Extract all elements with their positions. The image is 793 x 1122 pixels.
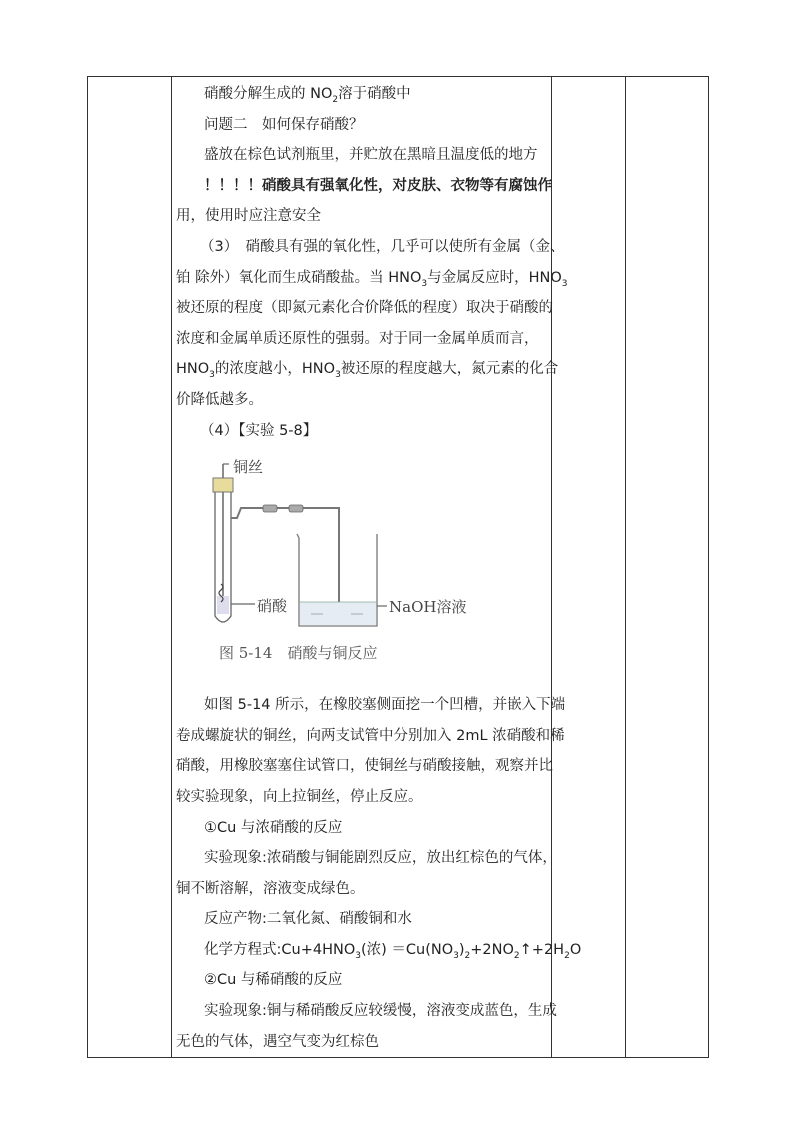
text-line: 被还原的程度（即氮元素化合价降低的程度）取决于硝酸的 [176,300,553,317]
text-line: 实验现象:浓硝酸与铜能剧烈反应，放出红棕色的气体， [204,850,557,867]
warning-line: ！！！！硝酸具有强氧化性，对皮肤、衣物等有腐蚀作 [204,177,552,194]
text-line: 价降低越多。 [176,391,263,408]
delivery-tube [231,508,339,604]
experiment-figure [211,456,467,678]
naoh-solution [300,602,376,625]
tube-connector [263,505,277,512]
content-body [172,79,582,1057]
chemical-equation: 化学方程式$:Cu+4HNO_3$(浓) $=Cu(NO_3)_2+2NO_2↑+2H_2O$ [204,941,582,961]
right-column-cell [626,77,709,1058]
rubber-stopper [213,478,233,492]
text-line: 硝酸，用橡胶塞塞住试管口，使铜丝与硝酸接触，观察并比 [176,758,553,775]
text-line: 硝酸分解生成的 $NO_2$溶于硝酸中 [204,86,411,105]
text-line: 用，使用时应注意安全 [176,208,321,225]
text-line: （3） 硝酸具有强的氧化性，几乎可以使所有金属（金、 [200,238,565,255]
text-line: 反应产物:二氧化氮、硝酸铜和水 [204,911,412,928]
question-heading: 问题二 如何保存硝酸？ [204,116,364,133]
tube-connector [289,505,303,512]
wire-label: 铜丝 [233,458,264,477]
third-column-cell [552,77,626,1058]
lesson-table [87,76,709,1058]
experiment-heading: （4）【实验 5-8】 [200,422,318,439]
text-line: 铜不断溶解，溶液变成绿色。 [176,880,365,897]
acid-label: 硝酸 [257,597,288,616]
text-line: $HNO_3$的浓度越小，$HNO_3$被还原的程度越大，氮元素的化合 [176,361,559,381]
content-cell [172,77,582,1058]
text-line: 实验现象:铜与稀硝酸反应较缓慢，溶液变成蓝色，生成 [204,1003,557,1020]
figure-caption: 图 5-14 硝酸与铜反应 [219,644,378,663]
reaction-heading: ①Cu 与浓硝酸的反应 [204,819,343,836]
left-column-cell [88,77,172,1058]
text-line: 盛放在棕色试剂瓶里，并贮放在黑暗且温度低的地方 [204,147,538,164]
reaction-heading: ②Cu 与稀硝酸的反应 [204,972,343,989]
text-line: 铂 除外）氧化而生成硝酸盐。当 $HNO_3$与金属反应时，$HNO_3$ [176,269,568,289]
text-line: 卷成螺旋状的铜丝，向两支试管中分别加入 2mL 浓硝酸和稀 [176,727,565,744]
text-line: 浓度和金属单质还原性的强弱。对于同一金属单质而言， [176,330,539,347]
naoh-label: NaOH溶液 [389,598,467,617]
text-line: 较实验现象，向上拉铜丝，停止反应。 [176,788,423,805]
text-line: 如图 5-14 所示，在橡胶塞侧面挖一个凹槽，并嵌入下端 [204,697,566,714]
text-line: 无色的气体，遇空气变为红棕色 [176,1033,379,1050]
